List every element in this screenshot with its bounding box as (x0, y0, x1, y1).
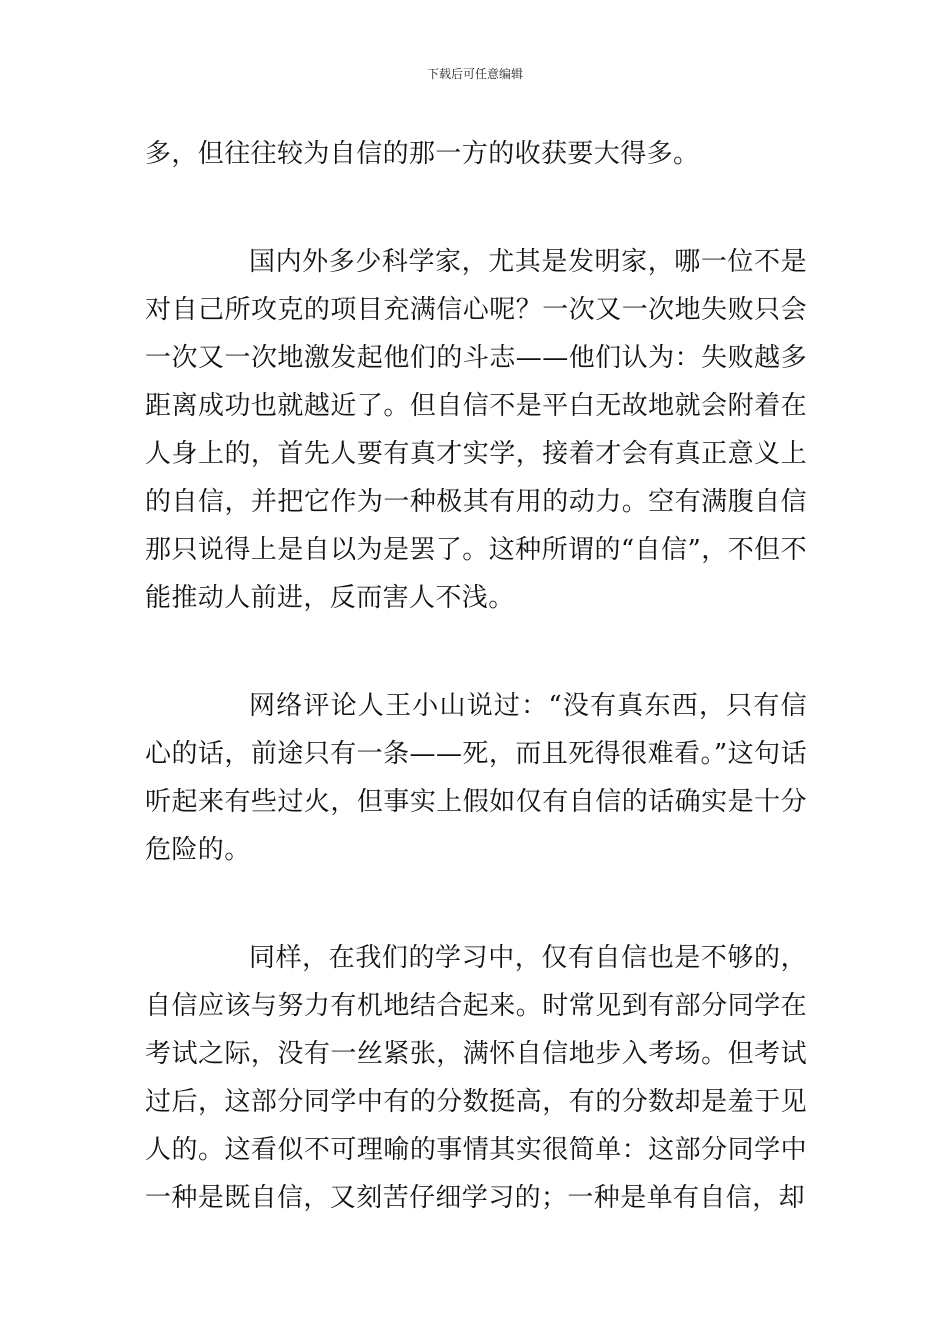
paragraph-study: 同样，在我们的学习中，仅有自信也是不够的，自信应该与努力有机地结合起来。时常见到有部分同学在考试之际，没有一丝紧张，满怀自信地步入考场。但考试过后，这部分同学中有的分数挺高，有的分数却是羞于见人的。这看似不可理喻的事情其实很简单：这部分同学中一种是既自信，又刻苦仔细学习的；一种是单有自信，却 (145, 943, 807, 1213)
paragraph-quote: 网络评论人王小山说过：“没有真东西，只有信心的话，前途只有一条——死，而且死得很难看。”这句话听起来有些过火，但事实上假如仅有自信的话确实是十分危险的。 (145, 691, 807, 865)
paragraph-continuation: 多，但往往较为自信的那一方的收获要大得多。 (145, 139, 700, 169)
paragraph-gap (145, 622, 807, 682)
paragraph-gap (145, 874, 807, 934)
paragraph-scientists: 国内外多少科学家，尤其是发明家，哪一位不是对自己所攻克的项目充满信心呢？一次又一次地失败只会一次又一次地激发起他们的斗志——他们认为：失败越多距离成功也就越近了。但自信不是平白无故地就会附着在人身上的，首先人要有真才实学，接着才会有真正意义上的自信，并把它作为一种极其有用的动力。空有满腹自信那只说得上是自以为是罢了。这种所谓的“自信”，不但不能推动人前进，反而害人不浅。 (145, 247, 807, 613)
paragraph-gap (145, 178, 807, 238)
page-header: 下载后可任意编辑 (426, 67, 523, 81)
document-body (145, 130, 807, 1222)
